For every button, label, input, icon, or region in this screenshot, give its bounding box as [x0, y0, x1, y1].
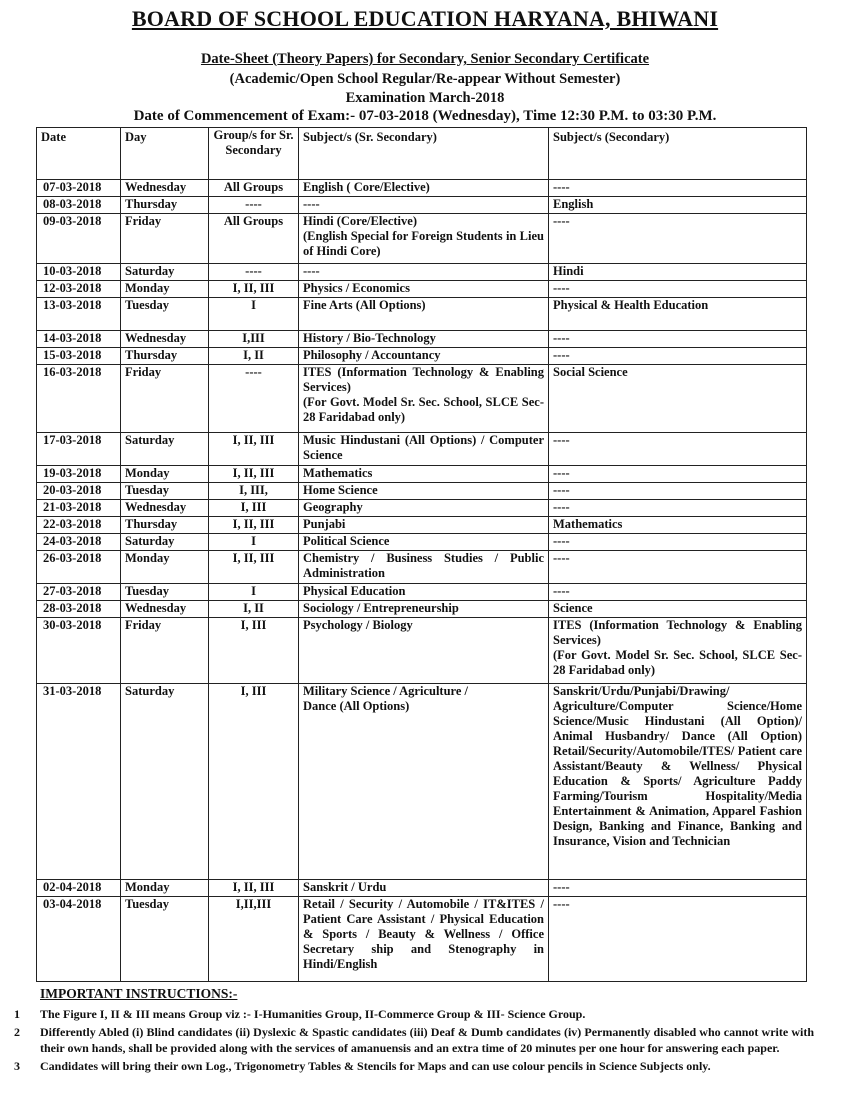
- cell-day: [121, 584, 209, 601]
- instruction-item: [14, 1058, 814, 1074]
- cell-secondary-subjects-text: Social Science: [553, 365, 628, 379]
- cell-senior-subjects-text: Sanskrit / Urdu: [303, 880, 387, 894]
- cell-groups-text: I: [251, 534, 256, 548]
- cell-secondary-subjects-text: ----: [553, 534, 570, 548]
- cell-groups: [209, 483, 299, 500]
- table-row: [37, 517, 807, 534]
- column-header-groups: Group/s for Sr. Secondary: [209, 128, 299, 180]
- cell-date-text: 24-03-2018: [43, 534, 102, 548]
- cell-date-text: 12-03-2018: [43, 281, 102, 295]
- cell-day-text: Monday: [125, 466, 170, 480]
- cell-day: [121, 601, 209, 618]
- cell-date-text: 03-04-2018: [43, 897, 102, 911]
- cell-groups-text: I, III: [240, 684, 267, 698]
- cell-senior-subjects: [299, 298, 549, 331]
- date-sheet-table: [36, 127, 807, 982]
- cell-secondary-subjects: [549, 483, 807, 500]
- cell-senior-subjects: [299, 365, 549, 433]
- cell-day: [121, 214, 209, 264]
- cell-date-text: 02-04-2018: [43, 880, 102, 894]
- cell-date-text: 07-03-2018: [43, 180, 102, 194]
- cell-senior-subjects: [299, 264, 549, 281]
- table-row: [37, 601, 807, 618]
- cell-day: [121, 466, 209, 483]
- cell-secondary-subjects-text: Physical & Health Education: [553, 298, 709, 312]
- cell-secondary-subjects-text: ----: [553, 584, 570, 598]
- cell-groups: [209, 331, 299, 348]
- cell-senior-subjects-text: History / Bio-Technology: [303, 331, 436, 345]
- cell-groups: [209, 500, 299, 517]
- cell-day: [121, 197, 209, 214]
- cell-groups: [209, 348, 299, 365]
- cell-day: [121, 298, 209, 331]
- cell-day-text: Monday: [125, 281, 170, 295]
- cell-date: [37, 214, 121, 264]
- table-row: [37, 264, 807, 281]
- cell-senior-subjects: [299, 584, 549, 601]
- cell-day: [121, 551, 209, 584]
- column-header-date: Date: [37, 128, 121, 180]
- table-header-row: [37, 128, 807, 180]
- cell-date-text: 30-03-2018: [43, 618, 102, 632]
- cell-day: [121, 264, 209, 281]
- cell-day-text: Saturday: [125, 433, 175, 447]
- cell-senior-subjects-text: Chemistry / Business Studies / Public Administration: [303, 551, 544, 580]
- cell-senior-subjects: [299, 214, 549, 264]
- cell-senior-subjects-text: Home Science: [303, 483, 378, 497]
- cell-date: [37, 500, 121, 517]
- cell-day: [121, 180, 209, 197]
- cell-groups: [209, 433, 299, 466]
- cell-secondary-subjects-text: ----: [553, 500, 570, 514]
- cell-date: [37, 517, 121, 534]
- cell-date-text: 08-03-2018: [43, 197, 102, 211]
- cell-senior-subjects-text: Sociology / Entrepreneurship: [303, 601, 459, 615]
- board-title: BOARD OF SCHOOL EDUCATION HARYANA, BHIWANI: [131, 6, 719, 31]
- cell-senior-subjects-text: Physical Education: [303, 584, 406, 598]
- cell-date-text: 15-03-2018: [43, 348, 102, 362]
- cell-groups: [209, 298, 299, 331]
- cell-secondary-subjects: [549, 281, 807, 298]
- cell-senior-subjects: [299, 180, 549, 197]
- cell-groups-text: I,II,III: [235, 897, 272, 911]
- cell-groups: [209, 197, 299, 214]
- datesheet-subtitle: Date-Sheet (Theory Papers) for Secondary, Senior Secondary Certificate: [200, 51, 650, 67]
- cell-day-text: Tuesday: [125, 298, 170, 312]
- cell-secondary-subjects-text: ----: [553, 180, 570, 194]
- cell-day: [121, 534, 209, 551]
- cell-groups: [209, 281, 299, 298]
- cell-day-text: Friday: [125, 214, 162, 228]
- cell-day-text: Tuesday: [125, 584, 170, 598]
- cell-date: [37, 180, 121, 197]
- cell-senior-subjects-text: ----: [303, 264, 320, 278]
- cell-day: [121, 348, 209, 365]
- cell-secondary-subjects: [549, 365, 807, 433]
- table-row: [37, 466, 807, 483]
- cell-date-text: 13-03-2018: [43, 298, 102, 312]
- cell-groups: [209, 466, 299, 483]
- cell-day-text: Monday: [125, 551, 170, 565]
- cell-senior-subjects-text: Geography: [303, 500, 363, 514]
- table-row: [37, 551, 807, 584]
- column-header-secondary-subjects: Subject/s (Secondary): [549, 128, 807, 180]
- cell-secondary-subjects: [549, 298, 807, 331]
- cell-date: [37, 551, 121, 584]
- cell-date-text: 19-03-2018: [43, 466, 102, 480]
- cell-senior-subjects: [299, 618, 549, 684]
- cell-groups-text: I: [251, 298, 256, 312]
- cell-date-text: 17-03-2018: [43, 433, 102, 447]
- cell-day-text: Wednesday: [125, 500, 187, 514]
- cell-date: [37, 483, 121, 500]
- cell-secondary-subjects: [549, 180, 807, 197]
- cell-day-text: Tuesday: [125, 897, 170, 911]
- instruction-text: The Figure I, II & III means Group viz :- I-Humanities Group, II-Commerce Group & III- Science Group.: [40, 1007, 586, 1021]
- cell-secondary-subjects-text: Science: [553, 601, 593, 615]
- cell-secondary-subjects: [549, 534, 807, 551]
- cell-groups-text: I, III: [240, 500, 267, 514]
- cell-date: [37, 618, 121, 684]
- cell-senior-subjects: [299, 281, 549, 298]
- cell-groups-text: I, III,: [239, 483, 268, 497]
- cell-date: [37, 584, 121, 601]
- cell-secondary-subjects: [549, 601, 807, 618]
- cell-date-text: 14-03-2018: [43, 331, 102, 345]
- cell-secondary-subjects: [549, 264, 807, 281]
- cell-groups-text: I, II, III: [232, 281, 275, 295]
- cell-groups-text: I,III: [242, 331, 265, 345]
- cell-senior-subjects-text: ITES (Information Technology & Enabling Services) (For Govt. Model Sr. Sec. School, SLCE Sec-28 Faridabad only): [303, 365, 544, 424]
- cell-senior-subjects-text: English ( Core/Elective): [303, 180, 430, 194]
- cell-secondary-subjects: [549, 517, 807, 534]
- cell-senior-subjects-text: Military Science / Agriculture / Dance (All Options): [303, 684, 469, 713]
- cell-senior-subjects: [299, 197, 549, 214]
- cell-groups: [209, 264, 299, 281]
- cell-date-text: 21-03-2018: [43, 500, 102, 514]
- cell-day: [121, 880, 209, 897]
- cell-date: [37, 466, 121, 483]
- cell-day-text: Thursday: [125, 517, 178, 531]
- cell-secondary-subjects: [549, 348, 807, 365]
- cell-groups: [209, 517, 299, 534]
- table-row: [37, 684, 807, 880]
- cell-senior-subjects: [299, 897, 549, 982]
- cell-groups-text: I, II, III: [232, 880, 275, 894]
- cell-senior-subjects: [299, 517, 549, 534]
- cell-senior-subjects-text: Music Hindustani (All Options) / Computer Science: [303, 433, 544, 462]
- cell-secondary-subjects-text: ----: [553, 897, 570, 911]
- cell-senior-subjects: [299, 483, 549, 500]
- cell-secondary-subjects: [549, 880, 807, 897]
- cell-date-text: 22-03-2018: [43, 517, 102, 531]
- cell-secondary-subjects-text: English: [553, 197, 594, 211]
- cell-date: [37, 365, 121, 433]
- cell-day-text: Tuesday: [125, 483, 170, 497]
- cell-secondary-subjects-text: ----: [553, 433, 570, 447]
- table-row: [37, 880, 807, 897]
- datesheet-scope: (Academic/Open School Regular/Re-appear Without Semester): [229, 71, 621, 87]
- instruction-number: 1: [14, 1007, 20, 1021]
- cell-senior-subjects-text: Psychology / Biology: [303, 618, 413, 632]
- cell-day: [121, 281, 209, 298]
- cell-secondary-subjects: [549, 197, 807, 214]
- cell-senior-subjects: [299, 348, 549, 365]
- cell-day-text: Friday: [125, 365, 162, 379]
- cell-secondary-subjects: [549, 584, 807, 601]
- cell-senior-subjects: [299, 601, 549, 618]
- cell-day: [121, 618, 209, 684]
- cell-day-text: Wednesday: [125, 601, 187, 615]
- cell-senior-subjects: [299, 534, 549, 551]
- cell-groups: [209, 601, 299, 618]
- cell-secondary-subjects-text: ----: [553, 348, 570, 362]
- cell-day-text: Wednesday: [125, 180, 187, 194]
- cell-secondary-subjects-text: Mathematics: [553, 517, 623, 531]
- cell-day: [121, 483, 209, 500]
- table-row: [37, 584, 807, 601]
- examination-name: Examination March-2018: [345, 90, 505, 106]
- cell-senior-subjects-text: Hindi (Core/Elective) (English Special for Foreign Students in Lieu of Hindi Core): [303, 214, 544, 258]
- cell-date-text: 31-03-2018: [43, 684, 102, 698]
- cell-secondary-subjects-text: ----: [553, 281, 570, 295]
- cell-groups: [209, 897, 299, 982]
- cell-secondary-subjects-text: ----: [553, 880, 570, 894]
- cell-groups-text: ----: [245, 197, 262, 211]
- cell-day-text: Saturday: [125, 534, 175, 548]
- cell-secondary-subjects-text: Sanskrit/Urdu/Punjabi/Drawing/ Agriculture/Computer Science/Home Science/Music Hindustani (All Option)/ Animal Husbandry/ Dance (All Option) Retail/Security/Automobile/ITES/ Patient care Assistant/Beauty & Wellness/ Physical Education & Sports/ Agriculture Paddy Farming/Tourism Hospitality/Media Entertainment & Animation, Apparel Fashion Design, Banking and Finance, Banking and Insurance, Vision and Technician: [553, 684, 802, 848]
- cell-secondary-subjects-text: ----: [553, 331, 570, 345]
- cell-secondary-subjects-text: Hindi: [553, 264, 584, 278]
- cell-day: [121, 365, 209, 433]
- cell-secondary-subjects: [549, 214, 807, 264]
- cell-senior-subjects-text: Fine Arts (All Options): [303, 298, 426, 312]
- cell-date: [37, 880, 121, 897]
- cell-date: [37, 684, 121, 880]
- cell-date-text: 16-03-2018: [43, 365, 102, 379]
- cell-secondary-subjects-text: ----: [553, 483, 570, 497]
- cell-date: [37, 433, 121, 466]
- cell-senior-subjects-text: ----: [303, 197, 320, 211]
- cell-date: [37, 897, 121, 982]
- cell-groups-text: ----: [245, 365, 262, 379]
- cell-secondary-subjects-text: ----: [553, 551, 570, 565]
- table-row: [37, 298, 807, 331]
- cell-groups: [209, 180, 299, 197]
- cell-senior-subjects-text: Retail / Security / Automobile / IT&ITES / Patient Care Assistant / Physical Education & Sports / Beauty & Wellness / Office Secretary ship and Stenography in Hindi/English: [303, 897, 544, 971]
- cell-day: [121, 500, 209, 517]
- cell-date-text: 20-03-2018: [43, 483, 102, 497]
- cell-groups: [209, 551, 299, 584]
- cell-secondary-subjects: [549, 551, 807, 584]
- cell-day-text: Friday: [125, 618, 162, 632]
- table-row: [37, 180, 807, 197]
- cell-senior-subjects-text: Mathematics: [303, 466, 373, 480]
- cell-date-text: 10-03-2018: [43, 264, 102, 278]
- table-row: [37, 534, 807, 551]
- cell-groups-text: I, II: [243, 348, 264, 362]
- cell-secondary-subjects: [549, 331, 807, 348]
- cell-senior-subjects: [299, 433, 549, 466]
- cell-day-text: Wednesday: [125, 331, 187, 345]
- cell-date: [37, 298, 121, 331]
- cell-groups-text: I, II, III: [232, 466, 275, 480]
- cell-date: [37, 348, 121, 365]
- cell-senior-subjects: [299, 500, 549, 517]
- cell-groups-text: I, III: [240, 618, 267, 632]
- cell-secondary-subjects-text: ITES (Information Technology & Enabling Services) (For Govt. Model Sr. Sec. School, SLCE Sec-28 Faridabad only): [553, 618, 802, 677]
- column-header-senior-subjects: Subject/s (Sr. Secondary): [299, 128, 549, 180]
- table-row: [37, 500, 807, 517]
- instructions-list: [14, 1006, 814, 1076]
- cell-day: [121, 331, 209, 348]
- cell-groups: [209, 584, 299, 601]
- cell-secondary-subjects-text: ----: [553, 214, 570, 228]
- table-row: [37, 197, 807, 214]
- cell-date-text: 26-03-2018: [43, 551, 102, 565]
- instruction-number: 2: [14, 1025, 20, 1039]
- cell-secondary-subjects: [549, 618, 807, 684]
- cell-day: [121, 897, 209, 982]
- cell-senior-subjects: [299, 331, 549, 348]
- table-row: [37, 365, 807, 433]
- instruction-text: Differently Abled (i) Blind candidates (ii) Dyslexic & Spastic candidates (iii) Deaf & Dumb candidates (iv) Permanently disabled who cannot write with their own hands, shall be provided along with the services of amanuensis and an extra time of 20 minutes per one hour for answering each paper.: [40, 1025, 814, 1055]
- cell-groups-text: I, II: [243, 601, 264, 615]
- table-row: [37, 897, 807, 982]
- cell-day-text: Saturday: [125, 264, 175, 278]
- cell-secondary-subjects: [549, 897, 807, 982]
- cell-day: [121, 684, 209, 880]
- cell-senior-subjects-text: Philosophy / Accountancy: [303, 348, 441, 362]
- cell-date-text: 09-03-2018: [43, 214, 102, 228]
- table-row: [37, 433, 807, 466]
- cell-secondary-subjects-text: ----: [553, 466, 570, 480]
- cell-date: [37, 264, 121, 281]
- cell-date: [37, 601, 121, 618]
- cell-date: [37, 197, 121, 214]
- table-row: [37, 348, 807, 365]
- cell-groups-text: I, II, III: [232, 433, 275, 447]
- instruction-number: 3: [14, 1059, 20, 1073]
- table-row: [37, 331, 807, 348]
- cell-groups-text: I, II, III: [232, 551, 275, 565]
- cell-day-text: Thursday: [125, 348, 178, 362]
- instructions-heading: IMPORTANT INSTRUCTIONS:-: [40, 986, 238, 1001]
- instruction-text: Candidates will bring their own Log., Trigonometry Tables & Stencils for Maps and can use colour pencils in Science Subjects only.: [40, 1059, 711, 1073]
- cell-groups-text: I, II, III: [232, 517, 275, 531]
- instruction-item: [14, 1024, 814, 1056]
- cell-day-text: Saturday: [125, 684, 175, 698]
- cell-day: [121, 517, 209, 534]
- cell-date-text: 27-03-2018: [43, 584, 102, 598]
- instruction-item: [14, 1006, 814, 1022]
- column-header-day: Day: [121, 128, 209, 180]
- cell-senior-subjects-text: Political Science: [303, 534, 390, 548]
- cell-senior-subjects-text: Punjabi: [303, 517, 346, 531]
- cell-secondary-subjects: [549, 466, 807, 483]
- table-row: [37, 618, 807, 684]
- cell-groups: [209, 365, 299, 433]
- table-row: [37, 214, 807, 264]
- cell-groups-text: I: [251, 584, 256, 598]
- cell-groups: [209, 618, 299, 684]
- cell-groups: [209, 214, 299, 264]
- cell-groups-text: ----: [245, 264, 262, 278]
- cell-senior-subjects: [299, 551, 549, 584]
- cell-groups: [209, 880, 299, 897]
- cell-day: [121, 433, 209, 466]
- cell-date: [37, 534, 121, 551]
- cell-secondary-subjects: [549, 500, 807, 517]
- cell-day-text: Thursday: [125, 197, 178, 211]
- cell-senior-subjects: [299, 880, 549, 897]
- cell-groups: [209, 684, 299, 880]
- cell-groups-text: All Groups: [223, 214, 284, 228]
- cell-date: [37, 331, 121, 348]
- commencement-line: Date of Commencement of Exam:- 07-03-2018 (Wednesday), Time 12:30 P.M. to 03:30 P.M.: [133, 108, 717, 124]
- cell-day-text: Monday: [125, 880, 170, 894]
- cell-date-text: 28-03-2018: [43, 601, 102, 615]
- cell-senior-subjects: [299, 466, 549, 483]
- cell-senior-subjects: [299, 684, 549, 880]
- table-row: [37, 281, 807, 298]
- cell-groups-text: All Groups: [223, 180, 284, 194]
- cell-date: [37, 281, 121, 298]
- cell-groups: [209, 534, 299, 551]
- table-row: [37, 483, 807, 500]
- cell-senior-subjects-text: Physics / Economics: [303, 281, 410, 295]
- cell-secondary-subjects: [549, 684, 807, 880]
- cell-secondary-subjects: [549, 433, 807, 466]
